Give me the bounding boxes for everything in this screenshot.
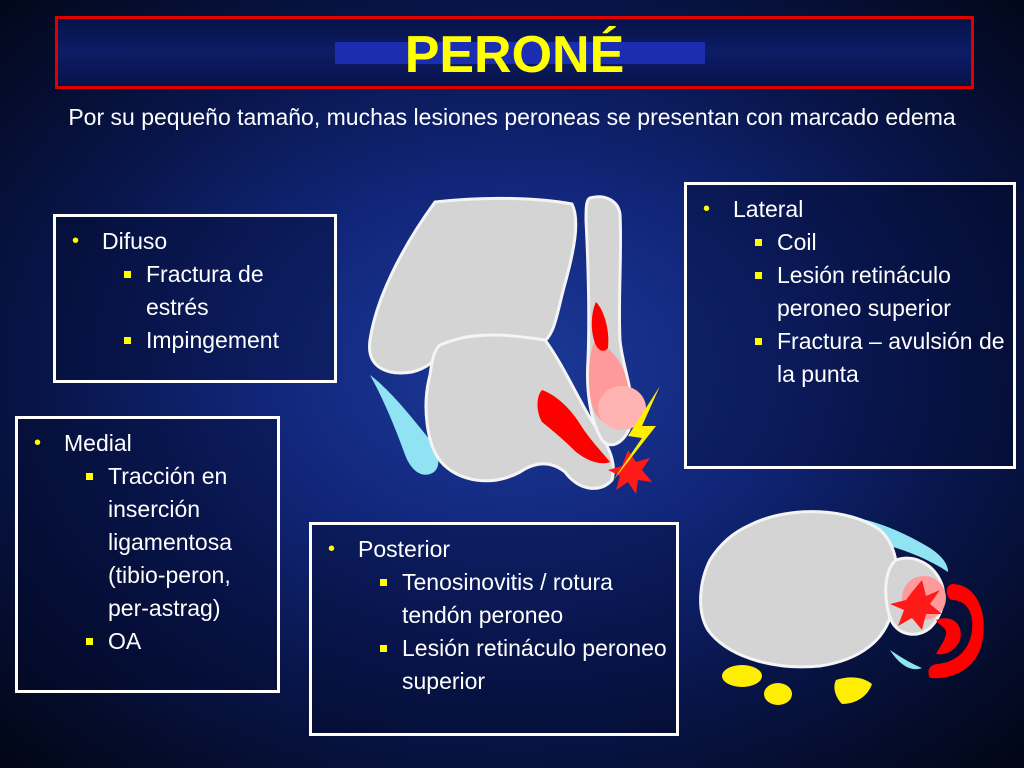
bullet-dot-icon: • bbox=[72, 230, 80, 252]
posterior-item bbox=[320, 566, 668, 632]
posterior-item bbox=[320, 632, 668, 698]
posterior-item-text: Tenosinovitis / rotura tendón peroneo bbox=[402, 569, 613, 628]
square-bullet-icon bbox=[380, 645, 387, 652]
medial-box bbox=[15, 416, 280, 693]
lateral-item-text: Fractura – avulsión de la punta bbox=[777, 328, 1005, 387]
bullet-dot-icon: • bbox=[703, 198, 711, 220]
medial-item-text: OA bbox=[108, 628, 142, 654]
medial-heading-item bbox=[26, 427, 269, 658]
posterior-item-text: Lesión retináculo peroneo superior bbox=[402, 635, 667, 694]
posterior-box bbox=[309, 522, 679, 736]
medial-item-text: Tracción en inserción ligamentosa (tibio-peron, per-astrag) bbox=[108, 463, 233, 621]
square-bullet-icon bbox=[755, 338, 762, 345]
tendon-yellow-3 bbox=[834, 677, 872, 704]
lateral-box bbox=[684, 182, 1016, 469]
difuso-heading: Difuso bbox=[102, 228, 168, 254]
ankle-axial-illustration bbox=[690, 500, 1000, 720]
lateral-heading: Lateral bbox=[733, 196, 804, 222]
page-title: PERONÉ bbox=[404, 26, 625, 84]
lateral-heading-item bbox=[695, 193, 1005, 391]
axial-cartilage-lower bbox=[890, 650, 922, 669]
tendon-yellow-1 bbox=[722, 665, 762, 687]
ankle-coronal-illustration bbox=[360, 190, 680, 500]
lateral-item bbox=[695, 259, 1005, 325]
medial-item bbox=[26, 625, 269, 658]
lateral-item-text: Coil bbox=[777, 229, 817, 255]
square-bullet-icon bbox=[380, 579, 387, 586]
bullet-dot-icon: • bbox=[34, 432, 42, 454]
posterior-heading: Posterior bbox=[358, 536, 451, 562]
difuso-heading-item bbox=[64, 225, 326, 357]
medial-heading: Medial bbox=[64, 430, 132, 456]
bullet-dot-icon: • bbox=[328, 538, 336, 560]
lateral-item bbox=[695, 325, 1005, 391]
peroneal-tendon-inner bbox=[936, 618, 961, 654]
tendon-yellow-2 bbox=[764, 683, 792, 705]
lateral-item bbox=[695, 226, 1005, 259]
subtitle: Por su pequeño tamaño, muchas lesiones peroneas se presentan con marcado edema bbox=[68, 104, 956, 130]
square-bullet-icon bbox=[86, 473, 93, 480]
talus-bone bbox=[426, 335, 613, 488]
square-bullet-icon bbox=[755, 239, 762, 246]
medial-item bbox=[26, 460, 269, 625]
difuso-item-text: Impingement bbox=[146, 327, 279, 353]
tibia-axial bbox=[701, 512, 897, 667]
title-banner bbox=[55, 16, 974, 89]
lateral-item-text: Lesión retináculo peroneo superior bbox=[777, 262, 951, 321]
difuso-item bbox=[64, 324, 326, 357]
square-bullet-icon bbox=[124, 271, 131, 278]
square-bullet-icon bbox=[755, 272, 762, 279]
difuso-item-text: Fractura de estrés bbox=[146, 261, 264, 320]
difuso-item bbox=[64, 258, 326, 324]
square-bullet-icon bbox=[124, 337, 131, 344]
difuso-box bbox=[53, 214, 337, 383]
posterior-heading-item bbox=[320, 533, 668, 698]
square-bullet-icon bbox=[86, 638, 93, 645]
